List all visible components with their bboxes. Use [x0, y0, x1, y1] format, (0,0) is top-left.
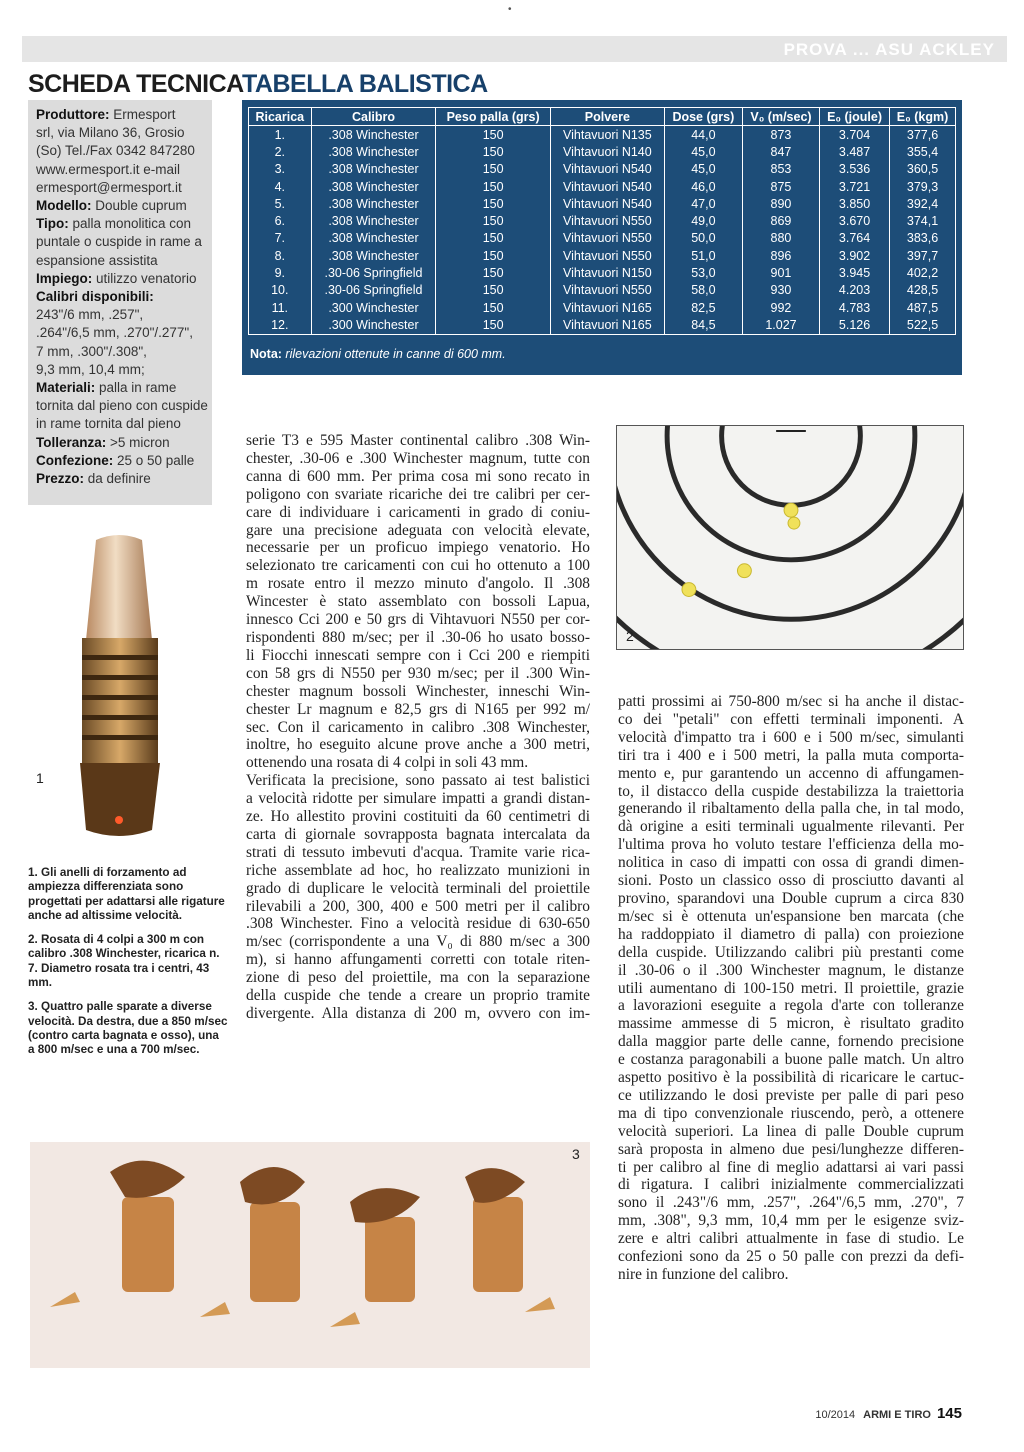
column-header: Polvere: [550, 108, 664, 126]
table-row: [249, 161, 956, 178]
scheda-text: da definire: [84, 471, 151, 487]
table-cell: 82,5: [664, 299, 742, 316]
column-header: Peso palla (grs): [436, 108, 550, 126]
scheda-text: puntale o cuspide in rame a: [36, 234, 202, 250]
text-line: della cuspide che tende a creare un proprio tramite: [246, 987, 590, 1005]
scheda-text: www.ermesport.it e-mail: [36, 161, 181, 177]
expanded-bullets-photo: [30, 1142, 590, 1368]
note-text: rilevazioni ottenute in canne di 600 mm.: [281, 347, 506, 361]
text-line: .308 Winchester. Fino a velocità residue di 630-650: [246, 915, 590, 933]
text-line: Verificata la precisione, sono passato ai test balistici: [246, 772, 590, 790]
text-line: m/sec (corrispondente a una V₀ di 880 m/sec a 300: [246, 933, 590, 951]
page-footer: [815, 1405, 962, 1422]
table-cell: .308 Winchester: [311, 161, 436, 178]
column-header: Dose (grs): [664, 108, 742, 126]
text-line: velocità d'impatto tra i 600 e i 500 m/sec, simulanti: [618, 728, 964, 746]
table-cell: 4.783: [820, 299, 890, 316]
table-cell: 4.203: [820, 282, 890, 299]
scheda-label: Impiego:: [36, 270, 93, 286]
table-row: [249, 212, 956, 229]
table-cell: 3.: [249, 161, 312, 178]
table-cell: 360,5: [890, 161, 956, 178]
text-line: chester magnum bossoli Winchester, inneschi Win-: [246, 682, 590, 700]
scheda-line: [36, 215, 212, 233]
scheda-text: ermesport@ermesport.it: [36, 179, 182, 195]
text-line: provino, sparandovi una Double cuprum a circa 830: [618, 889, 964, 907]
table-row: [249, 178, 956, 195]
scheda-line: [36, 288, 212, 306]
captions: [28, 866, 228, 1068]
scheda-line: [36, 452, 212, 470]
scheda-text: 7 mm, .300"/.308",: [36, 343, 147, 359]
note-label: Nota:: [250, 347, 282, 361]
section-header-bar: [22, 36, 1007, 62]
text-line: il .30-06 o il .300 Winchester magnum, le distanze: [618, 961, 964, 979]
table-cell: .308 Winchester: [311, 247, 436, 264]
text-line: ottenendo una rosata di 4 colpi in soli 43 mm.: [246, 754, 529, 772]
table-cell: Vihtavuori N550: [550, 212, 664, 229]
figure-number-2: 2: [626, 628, 634, 644]
scheda-text: palla in rame: [95, 380, 177, 396]
table-row: [249, 143, 956, 160]
text-line: Wincester è stato assemblato con bossoli Lapua,: [246, 593, 590, 611]
table-cell: 3.902: [820, 247, 890, 264]
table-cell: 875: [742, 178, 819, 195]
text-line: sec. Con il caricamento in calibro .308 Winchester,: [246, 718, 590, 736]
table-cell: Vihtavuori N135: [550, 126, 664, 144]
table-cell: 992: [742, 299, 819, 316]
scheda-line: [36, 470, 212, 488]
table-cell: 150: [436, 126, 550, 144]
table-cell: 45,0: [664, 143, 742, 160]
table-cell: 392,4: [890, 195, 956, 212]
table-cell: 3.850: [820, 195, 890, 212]
scheda-text: >5 micron: [106, 434, 170, 450]
scheda-line: [36, 124, 212, 142]
scheda-label: Calibri disponibili:: [36, 289, 154, 305]
text-line: poligono con svariate ricariche dei tre calibri per cer-: [246, 485, 590, 503]
text-line: serie T3 e 595 Master continental calibro .308 Win-: [246, 432, 590, 449]
table-cell: 53,0: [664, 264, 742, 281]
table-cell: 3.536: [820, 161, 890, 178]
scheda-line: [36, 434, 212, 452]
scheda-line: [36, 106, 212, 124]
table-cell: 487,5: [890, 299, 956, 316]
scheda-label: Produttore:: [36, 107, 110, 122]
table-cell: 58,0: [664, 282, 742, 299]
table-row: [249, 299, 956, 316]
table-row: [249, 264, 956, 281]
table-row: [249, 247, 956, 264]
table-cell: Vihtavuori N540: [550, 178, 664, 195]
text-line: chester Lr magnum e 82,5 grs di N165 per 992 m/: [246, 700, 590, 718]
text-line: l'ultima prova ho voluto testare l'efficienza della mo-: [618, 836, 964, 854]
text-line: sono il .243"/6 mm, .257", .264"/6,5 mm, .270", 7: [618, 1194, 964, 1212]
table-cell: 46,0: [664, 178, 742, 195]
scheda-line: [36, 379, 212, 397]
table-row: [249, 282, 956, 299]
table-cell: 150: [436, 316, 550, 334]
scheda-line: [36, 197, 212, 215]
scheda-label: Tolleranza:: [36, 434, 107, 450]
figure-number-3: 3: [572, 1146, 580, 1162]
table-cell: 896: [742, 247, 819, 264]
scheda-text: (So) Tel./Fax 0342 847280: [36, 143, 195, 159]
section-label: PROVA ... ASU ACKLEY: [783, 40, 995, 59]
scheda-line: [36, 343, 212, 361]
text-line: m/sec si è ottenuta un'espansione ben marcata (che: [618, 907, 964, 925]
table-cell: 853: [742, 161, 819, 178]
text-line: generando il ribaltamento della palla che, in tal modo,: [618, 800, 964, 818]
table-cell: .308 Winchester: [311, 143, 436, 160]
text-line: sarà proposta in almeno due pesi/lunghezze differen-: [618, 1140, 964, 1158]
scheda-title: SCHEDA TECNICA: [28, 70, 244, 98]
table-cell: 3.670: [820, 212, 890, 229]
text-line: selezionato tre caricamenti con cui ho ottenuto a 100: [246, 557, 590, 575]
table-row: [249, 316, 956, 334]
target-photo: [616, 425, 964, 650]
table-cell: 428,5: [890, 282, 956, 299]
text-line: zere e altri calibri attualmente in fase di studio. Le: [618, 1230, 964, 1248]
text-line: aspetto positivo è la possibilità di ricaricare le cartuc-: [618, 1069, 964, 1087]
scheda-line: [36, 270, 212, 288]
table-cell: 930: [742, 282, 819, 299]
scheda-text: tornita dal pieno con cuspide: [36, 398, 208, 414]
table-cell: 3.945: [820, 264, 890, 281]
bullet-photo: [64, 530, 174, 850]
table-cell: Vihtavuori N550: [550, 247, 664, 264]
text-line: sioni. Posto un classico osso di prosciutto davanti al: [618, 872, 964, 890]
table-cell: 383,6: [890, 230, 956, 247]
text-line: canna di 600 mm. Per prima cosa mi sono recato in: [246, 467, 590, 485]
table-cell: 1.027: [742, 316, 819, 334]
scheda-label: Confezione:: [36, 452, 114, 468]
text-line: inoltre, ho eseguito alcune prove anche a 300 metri,: [246, 736, 590, 754]
table-cell: .308 Winchester: [311, 178, 436, 195]
scheda-text: .264"/6,5 mm, .270"/.277",: [36, 325, 193, 341]
caption-1: 1. Gli anelli di forzamento ad ampiezza differenziata sono progettati per adattarsi alle rigature anche ad altissime velocità.: [28, 866, 225, 922]
table-cell: Vihtavuori N550: [550, 282, 664, 299]
text-line: a lavorazioni eseguite a regola d'arte con tolleranze: [618, 997, 964, 1015]
table-cell: 150: [436, 299, 550, 316]
table-cell: 150: [436, 264, 550, 281]
text-line: e costanza paragonabili a buone palle match. Un altro: [618, 1051, 964, 1069]
table-note: [250, 347, 506, 361]
text-line: care di individuare i caricamenti in grado di coniu-: [246, 503, 590, 521]
table-cell: 47,0: [664, 195, 742, 212]
text-line: mm, .308", 9,3 mm, 10,4 mm per le esigenze sviz-: [618, 1212, 964, 1230]
table-cell: 3.704: [820, 126, 890, 144]
page-mark: •: [508, 4, 512, 15]
table-cell: 402,2: [890, 264, 956, 281]
table-cell: 150: [436, 143, 550, 160]
text-line: necessarie per un proficuo impiego venatorio. Ho: [246, 539, 590, 557]
caption-2: 2. Rosata di 4 colpi a 300 m con calibro .308 Winchester, ricarica n. 7. Diametro rosata tra i centri, 43 mm.: [28, 933, 220, 990]
text-line: rilevabili a 200, 300, 400 e 500 metri per il calibro: [246, 897, 590, 915]
table-cell: .308 Winchester: [311, 212, 436, 229]
scheda-line: [36, 306, 212, 324]
scheda-text: palla monolitica con: [68, 216, 192, 232]
scheda-text: Ermesport: [109, 107, 176, 122]
table-cell: Vihtavuori N550: [550, 230, 664, 247]
column-header: E₀ (kgm): [890, 108, 956, 126]
table-cell: 880: [742, 230, 819, 247]
text-line: innesco Cci 200 e 50 grs di Vihtavuori N550 per cor-: [246, 611, 590, 629]
scheda-line: [36, 397, 212, 415]
table-header-row: [249, 108, 956, 126]
table-cell: 901: [742, 264, 819, 281]
footer-magazine: ARMI E TIRO: [863, 1409, 931, 1421]
scheda-text: espansione assistita: [36, 252, 158, 268]
scheda-text: 243"/6 mm, .257",: [36, 307, 144, 323]
text-line: rispondenti 880 m/sec; per il .30-06 ho usato bosso-: [246, 628, 590, 646]
text-line: con 58 grs di N550 per 930 m/sec; per il .300 Win-: [246, 664, 590, 682]
table-cell: 44,0: [664, 126, 742, 144]
scheda-line: [36, 415, 212, 433]
table-cell: 150: [436, 247, 550, 264]
table-cell: 379,3: [890, 178, 956, 195]
scheda-line: [36, 179, 212, 197]
table-cell: .308 Winchester: [311, 126, 436, 144]
text-line: della cuspide. Utilizzando calibri più prestanti come: [618, 943, 964, 961]
scheda-line: [36, 361, 212, 379]
table-cell: .30-06 Springfield: [311, 264, 436, 281]
scheda-text: srl, via Milano 36, Grosio: [36, 125, 185, 141]
scheda-line: [36, 233, 212, 251]
column-header: Ricarica: [249, 108, 312, 126]
table-row: [249, 230, 956, 247]
table-cell: 869: [742, 212, 819, 229]
table-cell: 150: [436, 230, 550, 247]
text-line: m), si hanno affungamenti corretti con totale riten-: [246, 951, 590, 969]
table-cell: Vihtavuori N540: [550, 161, 664, 178]
text-line: strati di tessuto imbevuti d'acqua. Tramite varie rica-: [246, 843, 590, 861]
table-cell: .300 Winchester: [311, 299, 436, 316]
text-line: riche assemblate ad hoc, ho realizzato munizioni in: [246, 861, 590, 879]
table-cell: 873: [742, 126, 819, 144]
text-line: di rigatura. I calibri inizialmente commercializzati: [618, 1176, 964, 1194]
table-cell: 150: [436, 161, 550, 178]
table-row: [249, 195, 956, 212]
scheda-line: [36, 142, 212, 160]
table-cell: 522,5: [890, 316, 956, 334]
scheda-label: Prezzo:: [36, 471, 85, 487]
table-cell: 2.: [249, 143, 312, 160]
table-cell: 150: [436, 212, 550, 229]
table-cell: .300 Winchester: [311, 316, 436, 334]
table-cell: 355,4: [890, 143, 956, 160]
text-line: li Fiocchi innescati sempre con i Cci 200 e riempiti: [246, 646, 590, 664]
text-line: ze. Ho allestito provini costituiti da 60 centimetri di: [246, 808, 590, 826]
table-cell: .308 Winchester: [311, 230, 436, 247]
table-cell: 45,0: [664, 161, 742, 178]
table-cell: 8.: [249, 247, 312, 264]
table-cell: 3.721: [820, 178, 890, 195]
text-line: nire in funzione del calibro.: [618, 1266, 789, 1283]
scheda-label: Materiali:: [36, 380, 96, 396]
scheda-label: Modello:: [36, 198, 92, 214]
text-line: confezioni sono da 25 o 50 palle con prezzi da defi-: [618, 1248, 964, 1266]
tabella-title: TABELLA BALISTICA: [242, 70, 488, 98]
table-cell: 51,0: [664, 247, 742, 264]
table-cell: Vihtavuori N165: [550, 316, 664, 334]
text-line: dà origine a esiti terminali ugualmente rilevanti. Per: [618, 818, 964, 836]
table-cell: 12.: [249, 316, 312, 334]
text-line: nolitica in caso di impatti con ossa di grandi dimen-: [618, 854, 964, 872]
text-line: grado di duplicare le velocità terminali del proiettile: [246, 879, 590, 897]
scheda-text: Double cuprum: [91, 198, 187, 214]
scheda-line: [36, 252, 212, 270]
scheda-text: utilizzo venatorio: [92, 270, 197, 286]
table-cell: Vihtavuori N140: [550, 143, 664, 160]
article-column-1: [246, 432, 590, 1023]
table-cell: 11.: [249, 299, 312, 316]
tabella-box: [242, 100, 962, 375]
text-line: ma di tipo convenzionale riuscendo, però, a ottenere: [618, 1104, 964, 1122]
table-cell: 150: [436, 195, 550, 212]
table-row: [249, 126, 956, 144]
column-header: E₀ (joule): [820, 108, 890, 126]
table-cell: 1.: [249, 126, 312, 144]
ballistic-table: [248, 107, 956, 335]
text-line: ha raddoppiato il diametro di palla) con proiezione: [618, 925, 964, 943]
table-cell: Vihtavuori N150: [550, 264, 664, 281]
table-cell: 50,0: [664, 230, 742, 247]
text-line: zione di peso del proiettile, ma con la separazione: [246, 969, 590, 987]
text-line: ce utilizzando le dosi previste per palle di pari peso: [618, 1086, 964, 1104]
scheda-text: 25 o 50 palle: [113, 452, 195, 468]
text-line: gare una precisione adeguata con velocità elevate,: [246, 521, 590, 539]
scheda-line: [36, 161, 212, 179]
table-cell: 5.126: [820, 316, 890, 334]
text-line: co dei "petali" con effetti terminali imponenti. A: [618, 710, 964, 728]
scheda-box: [28, 100, 212, 505]
footer-date: 10/2014: [815, 1409, 856, 1421]
table-cell: 6.: [249, 212, 312, 229]
table-cell: 7.: [249, 230, 312, 247]
table-cell: 374,1: [890, 212, 956, 229]
table-cell: 49,0: [664, 212, 742, 229]
text-line: m rosate entro il mezzo minuto d'angolo. Il .308: [246, 575, 590, 593]
table-cell: 397,7: [890, 247, 956, 264]
text-line: velocità superiori. La linea di palle Double cuprum: [618, 1122, 964, 1140]
text-line: mento e, pur garantendo un accenno di affungamen-: [618, 764, 964, 782]
table-cell: 4.: [249, 178, 312, 195]
text-line: utili aumentano di 100-150 metri. Il proiettile, grazie: [618, 979, 964, 997]
table-cell: 377,6: [890, 126, 956, 144]
caption-3: 3. Quattro palle sparate a diverse velocità. Da destra, due a 850 m/sec (contro carta bagnata e osso), una a 800 m/sec e una a 700 m/sec.: [28, 1000, 228, 1057]
table-cell: 3.487: [820, 143, 890, 160]
table-cell: Vihtavuori N165: [550, 299, 664, 316]
column-header: Calibro: [311, 108, 436, 126]
scheda-label: Tipo:: [36, 216, 69, 232]
table-cell: Vihtavuori N540: [550, 195, 664, 212]
scheda-text: 9,3 mm, 10,4 mm;: [36, 361, 145, 377]
figure-number-1: 1: [36, 770, 44, 786]
text-line: chester, .30-06 e .300 Winchester magnum, tutte con: [246, 449, 590, 467]
text-line: divergente. Alla distanza di 200 m, ovvero con im-: [246, 1005, 590, 1022]
table-cell: .308 Winchester: [311, 195, 436, 212]
text-line: massime ammesse di 5 micron, è risultato gradito: [618, 1015, 964, 1033]
page-number: 145: [936, 1405, 962, 1422]
table-cell: 5.: [249, 195, 312, 212]
article-column-2: [618, 693, 964, 1284]
table-cell: 150: [436, 178, 550, 195]
table-cell: 9.: [249, 264, 312, 281]
scheda-line: [36, 324, 212, 342]
table-cell: 150: [436, 282, 550, 299]
column-header: V₀ (m/sec): [742, 108, 819, 126]
table-cell: 10.: [249, 282, 312, 299]
text-line: patti prossimi ai 750-800 m/sec si ha anche il distac-: [618, 693, 964, 710]
table-cell: 890: [742, 195, 819, 212]
text-line: dalla maggior parte delle canne, fornendo precisione: [618, 1033, 964, 1051]
scheda-text: in rame tornita dal pieno: [36, 416, 181, 432]
text-line: a velocità ridotte per simulare impatti a grandi distan-: [246, 790, 590, 808]
text-line: tiri tra i 400 e i 500 metri, la palla muta comporta-: [618, 746, 964, 764]
text-line: ti per calibro al fine di meglio adattarsi ai vari passi: [618, 1158, 964, 1176]
table-cell: 3.764: [820, 230, 890, 247]
table-cell: .30-06 Springfield: [311, 282, 436, 299]
text-line: to, il distacco della cuspide destabilizza la traiettoria: [618, 782, 964, 800]
text-line: carta di giornale sovrapposta bagnata intercalata da: [246, 825, 590, 843]
table-cell: 84,5: [664, 316, 742, 334]
table-cell: 847: [742, 143, 819, 160]
